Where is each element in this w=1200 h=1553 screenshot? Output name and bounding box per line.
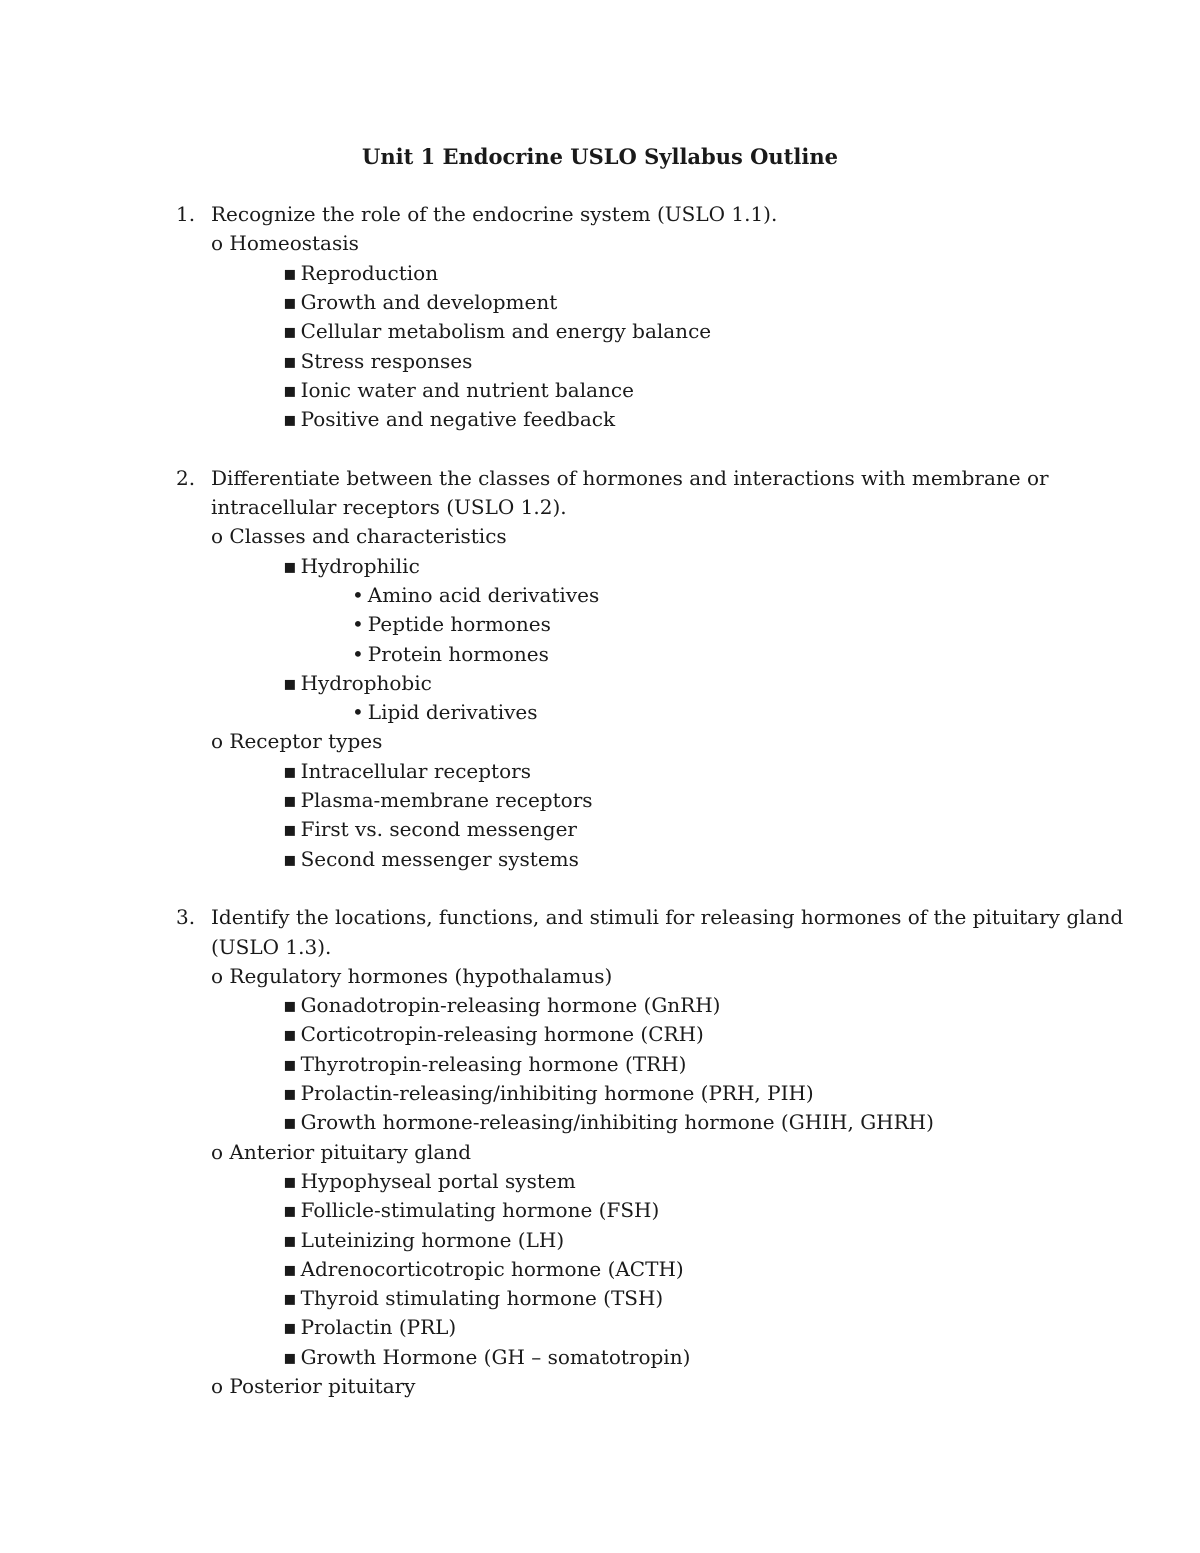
outline-subheading — [211, 1372, 415, 1401]
square-bullet: ▪ — [283, 846, 297, 871]
square-bullet: ▪ — [283, 670, 297, 695]
square-bullet: ▪ — [283, 1198, 297, 1223]
square-bullet: ▪ — [283, 1110, 297, 1135]
outline-subheading — [211, 1138, 471, 1167]
point-text: Reproduction — [300, 260, 439, 285]
outline-point — [283, 405, 615, 434]
square-bullet: ▪ — [283, 1286, 297, 1311]
item-heading-line — [211, 464, 1049, 493]
sub-marker: o — [211, 729, 224, 754]
item-heading-text: (USLO 1.3). — [211, 934, 332, 959]
subheading-text: Regulatory hormones (hypothalamus) — [229, 963, 613, 988]
item-heading-line — [211, 493, 567, 522]
outline-point — [283, 1108, 934, 1137]
point-text: Hydrophilic — [300, 553, 420, 578]
outline-point — [283, 1196, 659, 1225]
outline-point — [283, 552, 420, 581]
outline-subpoint — [352, 698, 537, 727]
square-bullet: ▪ — [283, 1315, 297, 1340]
outline-point — [283, 1255, 684, 1284]
item-heading-line — [211, 200, 777, 229]
square-bullet: ▪ — [283, 260, 297, 285]
square-bullet: ▪ — [283, 319, 297, 344]
square-bullet: ▪ — [283, 1081, 297, 1105]
square-bullet: ▪ — [283, 1227, 297, 1252]
outline-point — [283, 376, 634, 405]
item-number: 3. — [176, 905, 196, 930]
subheading-text: Homeostasis — [229, 231, 359, 256]
point-text: Adrenocorticotropic hormone (ACTH) — [300, 1256, 684, 1281]
subheading-text: Posterior pituitary — [229, 1374, 416, 1398]
point-text: Growth and development — [300, 289, 558, 314]
item-heading-text: Differentiate between the classes of hormones and interactions with membrane or — [211, 465, 1049, 490]
square-bullet: ▪ — [283, 289, 297, 314]
square-bullet: ▪ — [283, 348, 297, 373]
outline-point — [283, 259, 438, 288]
subpoint-text: Peptide hormones — [367, 612, 551, 637]
outline-point — [283, 845, 579, 874]
outline-subheading — [211, 727, 382, 756]
outline-point — [283, 288, 557, 317]
point-text: Hydrophobic — [300, 670, 432, 695]
square-bullet: ▪ — [283, 1344, 297, 1369]
point-text: Hypophyseal portal system — [300, 1168, 576, 1193]
item-number: 1. — [176, 202, 196, 226]
point-text: Positive and negative feedback — [300, 407, 616, 432]
outline-point — [283, 815, 577, 844]
point-text: Gonadotropin-releasing hormone (GnRH) — [300, 993, 721, 1018]
item-heading-text: Recognize the role of the endocrine system (USLO 1.1). — [211, 202, 778, 226]
square-bullet: ▪ — [283, 758, 297, 783]
subpoint-text: Amino acid derivatives — [367, 582, 600, 607]
dot-bullet: • — [352, 612, 364, 637]
sub-marker: o — [211, 524, 224, 549]
outline-subpoint — [352, 610, 551, 639]
point-text: Luteinizing hormone (LH) — [300, 1227, 565, 1252]
square-bullet: ▪ — [283, 1256, 297, 1281]
point-text: Second messenger systems — [300, 846, 579, 871]
square-bullet: ▪ — [283, 817, 297, 842]
dot-bullet: • — [352, 700, 364, 725]
point-text: Thyrotropin-releasing hormone (TRH) — [300, 1051, 687, 1076]
outline-subpoint — [352, 640, 549, 669]
outline-point — [283, 1167, 576, 1196]
subpoint-text: Lipid derivatives — [367, 700, 538, 725]
point-text: Thyroid stimulating hormone (TSH) — [300, 1286, 664, 1311]
item-heading-text: Identify the locations, functions, and stimuli for releasing hormones of the pituitary gland — [211, 905, 1124, 930]
outline-point — [283, 1284, 663, 1313]
square-bullet: ▪ — [283, 377, 297, 402]
square-bullet: ▪ — [283, 1051, 297, 1076]
point-text: Growth hormone-releasing/inhibiting hormone (GHIH, GHRH) — [300, 1110, 934, 1135]
point-text: Intracellular receptors — [300, 758, 531, 783]
outline-point — [283, 669, 432, 698]
point-text: First vs. second messenger — [300, 817, 577, 842]
sub-marker: o — [211, 231, 224, 256]
dot-bullet: • — [352, 641, 364, 666]
sub-marker: o — [211, 1139, 224, 1164]
outline-point — [283, 1313, 456, 1342]
page-title: Unit 1 Endocrine USLO Syllabus Outline — [362, 144, 838, 169]
square-bullet: ▪ — [283, 788, 297, 812]
point-text: Corticotropin-releasing hormone (CRH) — [300, 1022, 704, 1047]
sub-marker: o — [211, 1374, 224, 1398]
item-heading-line — [211, 933, 331, 962]
point-text: Cellular metabolism and energy balance — [300, 319, 712, 344]
dot-bullet: • — [352, 582, 364, 607]
square-bullet: ▪ — [283, 553, 297, 578]
point-text: Growth Hormone (GH – somatotropin) — [300, 1344, 691, 1369]
point-text: Stress responses — [300, 348, 473, 373]
outline-point — [283, 317, 711, 346]
outline-point — [283, 1226, 564, 1255]
square-bullet: ▪ — [283, 993, 297, 1018]
outline-subheading — [211, 962, 612, 991]
subpoint-text: Protein hormones — [367, 641, 549, 666]
point-text: Ionic water and nutrient balance — [300, 377, 634, 402]
outline-subheading — [211, 522, 507, 551]
outline-point — [283, 991, 720, 1020]
outline-point — [283, 1050, 686, 1079]
subheading-text: Classes and characteristics — [229, 524, 507, 549]
outline-subheading — [211, 229, 359, 258]
sub-marker: o — [211, 963, 224, 988]
outline-point — [283, 1343, 690, 1372]
outline-subpoint — [352, 581, 599, 610]
subheading-text: Receptor types — [229, 729, 383, 754]
point-text: Follicle-stimulating hormone (FSH) — [300, 1198, 660, 1223]
item-heading-line — [211, 903, 1123, 932]
outline-point — [283, 757, 531, 786]
square-bullet: ▪ — [283, 1168, 297, 1193]
item-number: 2. — [176, 465, 196, 490]
outline-point — [283, 786, 593, 815]
point-text: Prolactin-releasing/inhibiting hormone (PRH, PIH) — [300, 1081, 814, 1105]
square-bullet: ▪ — [283, 1022, 297, 1047]
outline-point — [283, 1020, 704, 1049]
item-heading-text: intracellular receptors (USLO 1.2). — [211, 495, 567, 519]
point-text: Plasma-membrane receptors — [300, 788, 593, 812]
outline-point — [283, 1079, 814, 1108]
outline-point — [283, 347, 472, 376]
square-bullet: ▪ — [283, 407, 297, 432]
point-text: Prolactin (PRL) — [300, 1315, 457, 1340]
subheading-text: Anterior pituitary gland — [229, 1139, 472, 1164]
